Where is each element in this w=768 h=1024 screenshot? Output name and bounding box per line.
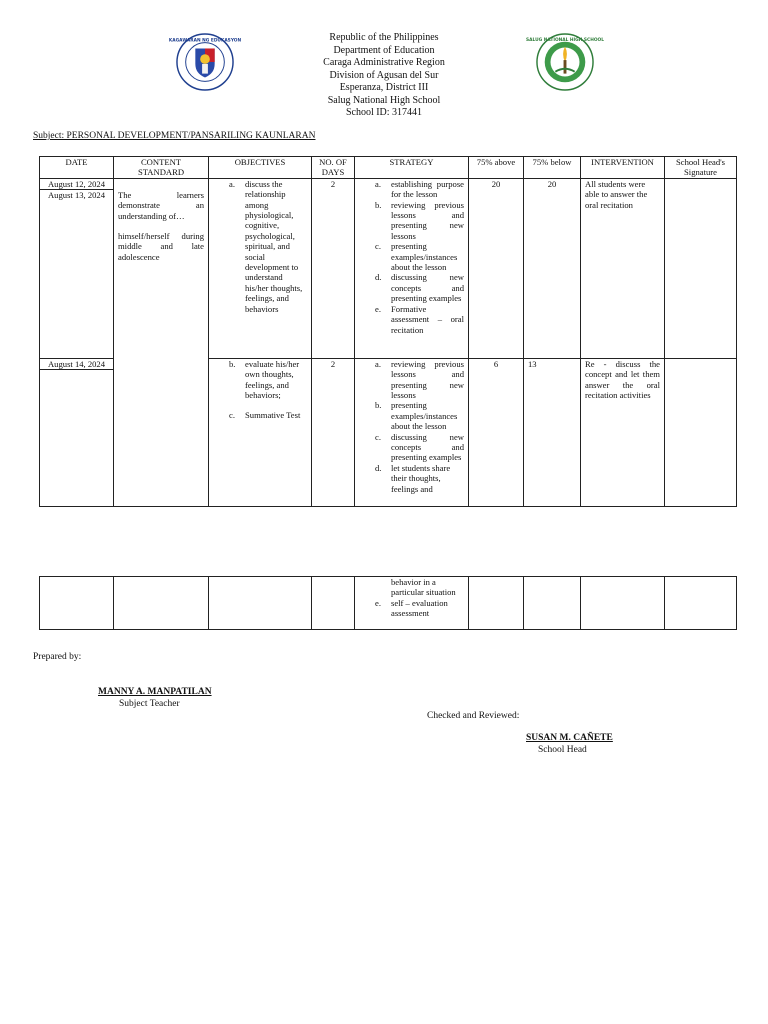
school-seal-logo [526,33,604,91]
signature-cell [665,178,737,358]
list-item: b. evaluate his/her own thoughts, feelings, and behaviors; [229,358,300,401]
objectives-cell [209,577,312,630]
lesson-log-table [39,156,737,507]
list-item: d. let students share their thoughts, feelings and [375,462,451,494]
below-cell [524,577,581,630]
above-cell [469,577,524,630]
col-header-days: NO. OF DAYS [312,157,355,179]
header-line: Salug National High School [327,94,441,106]
table-row [40,178,737,358]
intervention-cell: Re - discuss the concept and let them answer the oral recitation activities [581,358,665,506]
lesson-log-table-continued [39,576,737,630]
above-cell: 20 [469,178,524,358]
list-item: b. presenting examples/instances about the lesson [375,400,458,432]
list-item: e. self – evaluation assessment [375,597,448,619]
school-seal-text: SALUG NATIONAL HIGH SCHOOL [526,38,604,44]
date-cell [40,178,114,358]
list-item: a. reviewing previous lessons and presenting new lessons [375,358,464,401]
col-header-above: 75% above [469,157,524,179]
prepared-by-label: Prepared by: [33,652,82,662]
list-item: c. Summative Test [229,410,301,421]
above-cell: 6 [469,358,524,506]
col-header-date: DATE [40,157,114,179]
school-head-title: School Head [538,745,587,755]
header-line: Division of Agusan del Sur [329,69,439,81]
list-item: e. Formative assessment – oral recitation [375,303,464,335]
list-item: c. presenting examples/instances about the lesson [375,241,458,273]
objectives-cell [209,178,312,358]
content-standard-cell [114,178,209,506]
deped-seal-text: KAGAWARAN NG EDUKASYON [168,38,242,44]
days-cell: 2 [312,358,355,506]
table-header-row [40,157,737,179]
teacher-name: MANNY A. MANPATILAN [98,687,212,697]
checked-reviewed-label: Checked and Reviewed: [427,711,520,721]
content-standard-text: himself/herself during middle and late adolescence [118,231,204,262]
col-header-content-standard: CONTENT STANDARD [114,157,209,179]
subject-title: Subject: PERSONAL DEVELOPMENT/PANSARILING KAUNLARAN [33,131,316,141]
letterhead [284,32,484,120]
header-line: School ID: 317441 [345,107,423,118]
header-line: Esperanza, District III [339,82,429,93]
col-header-below: 75% below [524,157,581,179]
table-row [40,577,737,630]
signature-cell [665,358,737,506]
content-standard-cell [114,577,209,630]
list-item: d. discussing new concepts and presenting examples [375,272,464,304]
strategy-continuation: behavior in a particular situation [391,577,456,598]
date-b: August 13, 2024 [47,190,106,201]
col-header-strategy: STRATEGY [355,157,469,179]
header-line: Republic of the Philippines [329,32,439,43]
header-line: Department of Education [333,44,435,56]
signature-cell [665,577,737,630]
date-cell [40,358,114,506]
list-item: a. discuss the relationship among physiological, cognitive, psychological, spiritual, and social development to understand his/her thoughts, feelings, and behaviors [229,178,303,314]
strategy-cell [355,358,469,506]
content-standard-text: The learners demonstrate an understanding of… [118,189,204,221]
strategy-cell [355,178,469,358]
days-cell [312,577,355,630]
below-cell: 20 [524,178,581,358]
header-line: Caraga Administrative Region [323,57,445,68]
col-header-intervention: INTERVENTION [581,157,665,179]
strategy-cell [355,577,469,630]
teacher-title: Subject Teacher [119,699,180,709]
list-item: c. discussing new concepts and presenting examples [375,431,464,463]
col-header-objectives: OBJECTIVES [209,157,312,179]
below-cell: 13 [524,358,581,506]
school-head-name: SUSAN M. CAÑETE [526,733,613,743]
deped-seal-logo [168,33,242,91]
date-a: August 14, 2024 [40,359,113,370]
intervention-cell: All students were able to answer the oral recitation [581,178,665,358]
col-header-signature: School Head's Signature [665,157,737,179]
objectives-cell [209,358,312,506]
list-item: a. establishing purpose for the lesson [375,178,464,200]
date-cell [40,577,114,630]
intervention-cell [581,577,665,630]
days-cell: 2 [312,178,355,358]
date-a: August 12, 2024 [40,179,113,190]
list-item: b. reviewing previous lessons and presenting new lessons [375,199,464,241]
